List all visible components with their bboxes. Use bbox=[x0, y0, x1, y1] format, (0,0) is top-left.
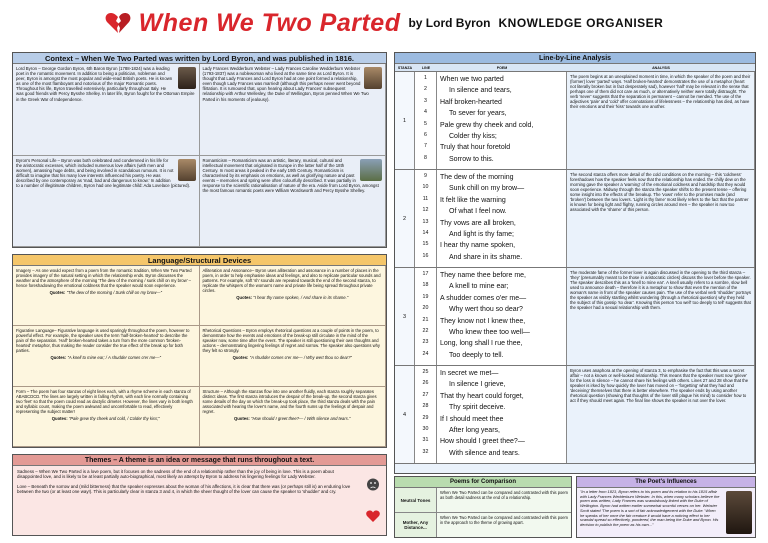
structure-quote-text: "How should I greet thee?— / With silence and tears." bbox=[250, 415, 351, 421]
comparison-row bbox=[395, 488, 571, 513]
stanza-number: 1 bbox=[395, 72, 415, 169]
ada-portrait bbox=[178, 159, 196, 181]
heart-icon bbox=[366, 510, 380, 523]
analysis-column-headers bbox=[395, 64, 755, 72]
line-number: 3 bbox=[424, 97, 427, 104]
line-numbers bbox=[415, 72, 437, 169]
line-number: 12 bbox=[422, 207, 429, 214]
form-text: Form – The poem has four stanzas of eight lines each, with a rhyme scheme in each stanza of ABABCDCD. The lines are largely written in falling rhythm, with each line normally containing two 'feet' so that the poem could read as dactylic dimeter. However, the lines vary in both length and syllabic count, making the poem awkward and uncomfortable to read, effectively representing the subject matter! bbox=[16, 388, 193, 414]
line-number: 29 bbox=[422, 414, 429, 421]
influences-text: "In a letter from 1823, Byron refers to his poem and its relation to his 1815 affair with Lady Frances Wedderburn Webster. In this, when many scholars believe the poem was written, Lady Frances was scandalously linked with the Duke of Wellington. Byron had written earlier somewhat scornful verses on her. Webster Scott stated 'The poem is a sort of fair acknowledgement with the Duke.' When he speaks of her once the fair creature it would have a noticing effect to her scandal spread so effectively, pondered, the man being the Duke and Byron. His decision to publish the poem as his own..." bbox=[580, 489, 720, 527]
col-stanza: STANZA bbox=[397, 66, 413, 70]
line-number: 31 bbox=[422, 437, 429, 444]
poem-line: Sorrow to this. bbox=[449, 155, 494, 163]
poem-line: Truly that hour foretold bbox=[440, 144, 511, 152]
imagery-quote bbox=[16, 290, 196, 295]
context-personal-text: Byron's Personal Life – Byron was both celebrated and condemned in his life for the aristocratic excesses, which included numerous love affairs (with men and women), amassing huge debts, and being involved in scandalous rumours. It is not difficult to imagine that his many love interests influenced his poetry. He was described by one contemporary as 'mad, bad and dangerous to know.' In addition to a number of illegitimate children, Byron had one legitimate child: Ada Lovelace (pictured). bbox=[16, 157, 191, 188]
device-rhetorical bbox=[200, 326, 387, 386]
comparison-text: When We Two Parted can be compared and contrasted with this poem as both detail sadness at the end of a relationship. bbox=[440, 490, 568, 500]
line-number: 1 bbox=[424, 75, 427, 81]
byron-portrait bbox=[178, 67, 196, 89]
quotes-label: Quotes: bbox=[233, 415, 250, 421]
poem-line: How should I greet thee?— bbox=[440, 438, 525, 446]
context-personal bbox=[13, 156, 200, 248]
poem-line: They name thee before me, bbox=[440, 272, 526, 279]
poem-line: Thy spirit deceive. bbox=[449, 404, 506, 412]
poem-line: I hear thy name spoken, bbox=[440, 242, 516, 250]
line-number: 8 bbox=[424, 154, 427, 161]
romantic-painting bbox=[360, 159, 382, 181]
comparison-text: When We Two Parted can be compared and contrasted with this poem in the approach to the theme of growing apart. bbox=[440, 515, 568, 525]
poem-lines bbox=[437, 170, 567, 267]
stanza-analysis: Byron uses anaphora at the opening of stanza 3, to emphasise the fact that this was a secret affair – not a known or well-looked relationship. This means that the speaker must now 'grieve' for the loss in silence – he cannot share his feelings with others. Lines 27 and 28 show that the speaker is irked by how quickly the lover has moved on – 'forgetting' what they had and 'deceiving' themselves that there is better elsewhere. The speaker ends by using another rhetorical question (showing that thoughts of the lover still plague his mind) to consider how to act if they should meet again. The final line shows the speaker is not over the lover. bbox=[567, 366, 755, 463]
poem-line: A knell to mine ear; bbox=[449, 283, 509, 291]
col-analysis: ANALYSIS bbox=[652, 66, 670, 70]
themes-icons bbox=[360, 466, 386, 535]
stanza-row bbox=[395, 268, 755, 366]
poet-portrait bbox=[726, 491, 752, 534]
line-number: 10 bbox=[422, 184, 429, 191]
page-author: by Lord Byron bbox=[408, 16, 491, 30]
line-number: 26 bbox=[422, 380, 429, 387]
quotes-label: Quotes: bbox=[51, 415, 68, 421]
poem-line: And light is thy fame; bbox=[449, 230, 514, 238]
line-number: 7 bbox=[424, 143, 427, 150]
quotes-label: Quotes: bbox=[50, 355, 67, 361]
page-title: When We Two Parted bbox=[138, 8, 401, 37]
poem-line: Why wert thou so dear? bbox=[449, 306, 523, 314]
line-number: 23 bbox=[422, 339, 429, 346]
poem-lines bbox=[437, 268, 567, 365]
stanza-analysis: The moderate fame of the former lover is again discussed in the opening to the third stanza – 'they' (presumably meant to be those in aristocratic circles) discuss the lover before the speaker. The speaker describes this as a 'knell to mine ear'. A knell usually refers to a sombre, slow bell used to announce death – therefore it is a metaphor to show that even the mention of the woman's name in front of the speaker causes pain. The use of the verbal verb 'shudder' portrays the speaker as visibly startling whilst wondering (through a rhetorical question) why they held the subject of this gossip 'so dear'. Knowing this person 'too well' too deeply to tell' suggests that the speaker had a sexual relationship with them. bbox=[567, 268, 755, 365]
language-heading: Language/Structural Devices bbox=[13, 255, 386, 266]
poem-line: Colder thy kiss; bbox=[449, 132, 497, 140]
line-number: 25 bbox=[422, 369, 429, 375]
figurative-text: Figurative Language– Figurative language is used sparingly throughout the poem, however to powerful effect. For example, the speaker uses the term 'half-broken-hearted' to describe the pain of the separation. 'Half' broken-hearted takes a turn from the more common 'broken-hearted' metaphor, thus making the reader consider the true effect of the break up for both parties. bbox=[16, 328, 190, 354]
poem-line: Long, long shall I rue thee, bbox=[440, 340, 523, 348]
poem-line: In silence and tears, bbox=[449, 87, 512, 95]
poem-line: To sever for years, bbox=[449, 110, 507, 118]
poem-line: Too deeply to tell. bbox=[449, 351, 504, 359]
device-form bbox=[13, 387, 200, 447]
poem-line: When we two parted bbox=[440, 76, 504, 83]
line-number: 17 bbox=[422, 271, 429, 277]
poem-line: Half broken-hearted bbox=[440, 98, 502, 106]
poem-line: Who knew thee too well— bbox=[449, 328, 530, 336]
line-number: 20 bbox=[422, 305, 429, 312]
comparison-label: Neutral Tones bbox=[395, 488, 437, 512]
influences-panel bbox=[576, 476, 756, 538]
theme-sadness: Sadness – When We Two Parted is a love poem, but it focuses on the sadness of the end of a relationship rather than the joy of being in love. This is a poem about disappointed love, and is likely to be at least partially auto-biographical, most likely an attempt by Byron to address his lingering feelings for Lady Webster. bbox=[17, 469, 334, 480]
language-panel bbox=[12, 254, 387, 448]
rhetorical-text: Rhetorical Questions – Byron employs rhetorical questions at a couple of points in the poem, to demonstrate how the events and emotions of the break-up still circulate in the mind of the speaker now, some time after the event. The speaker is still questioning their own thoughts and actions – demonstrating lingering feelings of regret and sorrow. The speaker also questions why they felt so strongly. bbox=[202, 328, 381, 354]
comparison-row bbox=[395, 513, 571, 538]
lady-portrait bbox=[364, 67, 382, 89]
broken-heart-icon bbox=[105, 11, 131, 35]
alliteration-quote-text: "I hear thy name spoken, / And share in its shame." bbox=[253, 295, 349, 300]
device-structure bbox=[200, 387, 387, 447]
imagery-text: Imagery – As one would expect from a poem from the romantic tradition, When We Two Parted provides imagery of the natural setting in which the relationship ends. Byron discusses the weather and the atmosphere of the morning 'The dew of the morning / sunk chill on my brow' – hence foreshadowing the emotional coldness that the speaker would soon experience. bbox=[16, 268, 192, 288]
quotes-label: Quotes: bbox=[232, 355, 249, 361]
poem-line: Of what I feel now. bbox=[449, 208, 507, 216]
context-romanticism bbox=[200, 156, 387, 248]
line-number: 27 bbox=[422, 391, 429, 398]
line-number: 5 bbox=[424, 120, 427, 127]
line-numbers bbox=[415, 366, 437, 463]
context-byron bbox=[13, 64, 200, 156]
stanza-number: 3 bbox=[395, 268, 415, 365]
alliteration-quote bbox=[203, 295, 383, 300]
line-number: 24 bbox=[422, 350, 429, 357]
analysis-panel bbox=[394, 52, 756, 474]
line-number: 19 bbox=[422, 293, 429, 300]
stanza-number: 2 bbox=[395, 170, 415, 267]
title-bar bbox=[0, 0, 768, 46]
context-panel bbox=[12, 52, 387, 248]
line-number: 15 bbox=[422, 241, 429, 248]
line-number: 9 bbox=[424, 173, 427, 179]
line-number: 28 bbox=[422, 403, 429, 410]
theme-love: Love – Beneath the sorrow and (mild bitterness) that the speaker expresses about the woman of his affections, it is clear that there was (or perhaps still is) an enduring love between the two (or at least one way!). This is particularly clear in stanza 3 and 4, in which the sheer thought of the lover can cause the speaker to 'shudder' and cry. bbox=[17, 483, 351, 495]
stanza-analysis: The second stanza offers more detail of the cold conditions on the morning – this 'coldness' foreshadows how the speaker feels now that the relationship has ended. the chilly dew on the morning gave the speaker a 'warning' of the emotional coldness and hardship that they would soon experience. Midway through the stanza the speaker shifts to the present tense – offering some insight into the effects of the breakup. The 'vows' refer to the promises made (and 'broken') between the two lovers. 'Light is thy fame' most likely refers to the fact that the partner is known for being light and flighty, running circles around men – the speaker is now too associated with the 'shame' of this person. bbox=[567, 170, 755, 267]
comparison-panel bbox=[394, 476, 572, 538]
line-number: 21 bbox=[422, 316, 429, 323]
col-poem: POEM bbox=[496, 66, 508, 70]
figurative-quote-text: "A knell to mine ear; / A shudder comes o'er me—" bbox=[67, 355, 162, 361]
poem-line: A shudder comes o'er me— bbox=[440, 294, 527, 302]
poem-line: With silence and tears. bbox=[449, 449, 520, 457]
line-number: 14 bbox=[422, 229, 429, 236]
poem-line: Pale grew thy cheek and cold, bbox=[440, 121, 534, 129]
poem-line: Thy vows are all broken, bbox=[440, 219, 516, 227]
line-number: 4 bbox=[424, 109, 427, 116]
poem-lines bbox=[437, 366, 567, 463]
poem-line: The dew of the morning bbox=[440, 174, 514, 181]
stanza-row bbox=[395, 170, 755, 268]
stanza-list bbox=[395, 72, 755, 464]
poem-line: It felt like the warning bbox=[440, 196, 506, 204]
poem-line: In secret we met— bbox=[440, 370, 499, 377]
context-byron-text: Lord Byron – George Gordon Byron, 6th Baron Byron (1788-1824) was a leading poet in the romantic movement. In addition to being a politician, nobleman and peer, Byron is amongst the most popular and wide-read British poets. He is known as one of the most flamboyant and notorious of the major Romantic poets. Throughout his life, Byron travelled extensively, particularly throughout Italy. He was good friends with Percy Bysshe Shelley. In later life, Byron fought for the Ottoman Empire in the Greek War of Independence. bbox=[16, 66, 195, 102]
stanza-row bbox=[395, 72, 755, 170]
sad-face-icon bbox=[366, 478, 380, 491]
line-number: 22 bbox=[422, 327, 429, 334]
line-number: 11 bbox=[422, 195, 429, 202]
influences-heading: The Poet's Influences bbox=[577, 477, 755, 488]
poem-line: After long years, bbox=[449, 426, 500, 434]
poem-line: Sunk chill on my brow— bbox=[449, 185, 525, 193]
poem-line: That thy heart could forget, bbox=[440, 392, 524, 400]
line-number: 32 bbox=[422, 448, 429, 455]
line-number: 16 bbox=[422, 252, 429, 259]
structure-text: Structure – Although the stanzas flow into one another fluidly, each stanza roughly separates distinct ideas. The first stanza introduces the despair of the break-up, the second stanza gives some details of the day on which the break-up took place, the third stanza deals with the pain associated with hearing the lover's name, and the fourth sums up the feelings of despair and regret. bbox=[202, 388, 377, 414]
line-numbers bbox=[415, 170, 437, 267]
context-heading: Context – When We Two Parted was written by Lord Byron, and was published in 1816. bbox=[13, 53, 386, 64]
stanza-row bbox=[395, 366, 755, 464]
figurative-quote bbox=[16, 355, 196, 360]
alliteration-text: Alliteration and Assonance– Byron uses alliteration and assonance in a number of places in the poem, in order to help emphasise ideas and feelings, and also to replicate particular sounds and patterns. For example, soft 'sh' sounds are repeated towards the end of the second stanza, to replicate the whispers of the woman's name and private life being spread throughout private circles. bbox=[202, 268, 381, 293]
line-number: 18 bbox=[422, 282, 429, 289]
organiser-label: KNOWLEDGE ORGANISER bbox=[498, 16, 664, 30]
line-number: 30 bbox=[422, 425, 429, 432]
device-figurative bbox=[13, 326, 200, 386]
comparison-label: Mother, Any Distance... bbox=[395, 513, 437, 537]
themes-panel bbox=[12, 454, 387, 536]
themes-heading: Themes – A theme is an idea or message that runs throughout a text. bbox=[13, 455, 386, 466]
device-imagery bbox=[13, 266, 200, 326]
poem-line: If I should meet thee bbox=[440, 415, 504, 423]
comparison-heading: Poems for Comparison bbox=[395, 477, 571, 488]
line-numbers bbox=[415, 268, 437, 365]
form-quote-text: "Pale grew thy cheek and cold, / Colder thy kiss;" bbox=[68, 415, 160, 421]
line-number: 6 bbox=[424, 131, 427, 138]
context-romanticism-text: Romanticism – Romanticism was an artistic, literary, musical, cultural and intellectual movement that originated in Europe in the latter half of the 18th Century. In most areas it peaked in the early 19th Century. Romanticism is characterised by its emphasis on emotions, as well as glorifying nature and past events – memories and spring were often colourfully described. It was partially in response to the scientific rationalisation of nature of the era. Aside from Lord Byron, amongst the most famous romantic poets were William Wordsworth and Percy Bysshe Shelley. bbox=[202, 157, 379, 194]
quotes-label: Quotes: bbox=[49, 290, 66, 295]
structure-quote bbox=[203, 416, 383, 421]
line-number: 13 bbox=[422, 218, 429, 225]
device-alliteration bbox=[200, 266, 387, 326]
poem-line: And share in its shame. bbox=[449, 253, 523, 261]
col-line: LINE bbox=[421, 66, 431, 70]
stanza-number: 4 bbox=[395, 366, 415, 463]
rhetorical-quote-text: "A shudder comes o'er me— / Why wert thou so dear?" bbox=[249, 355, 352, 361]
form-quote bbox=[16, 416, 196, 421]
quotes-label: Quotes: bbox=[236, 295, 253, 300]
poem-line: They know not I knew thee, bbox=[440, 317, 526, 325]
poem-line: In silence I grieve, bbox=[449, 381, 506, 389]
poem-lines bbox=[437, 72, 567, 169]
line-number: 2 bbox=[424, 86, 427, 93]
imagery-quote-text: "The dew of the morning / Sunk chill on my brow—" bbox=[66, 290, 162, 295]
context-lady-text: Lady Frances Wedderburn Webster – Lady Frances Caroline Wedderburn Webster (1793-1837) was a noblewoman who lived at the same time as Lord Byron. It is thought that Lady Frances and Lord Byron had at one point formed a relationship, even though Lady Frances was married! (although this perhaps never went beyond flirtation. It is rumoured that, upon hearing about Lady Frances' subsequent relationship with Arthur Wellesley, the Duke of Wellington, Byron penned When We Two Parted in his moments of jealousy). bbox=[202, 66, 369, 102]
context-lady bbox=[200, 64, 387, 156]
rhetorical-quote bbox=[203, 355, 383, 360]
stanza-analysis: The poem begins at an unexplained moment in time, in which the speaker of the poem and their (former) lover 'parted' ways. 'Half broken-hearted' demonstrates the use of a metaphor (heart not literally broken but in fact desperately sad), however 'half' may be relevant in the sense that perhaps one of them did not care as much, or alternatively neither were totally distraught. The verb 'sever' suggests that the separation is permanent – cannot be mended. The use of the adjectives 'pale' and 'cold' offer connotations of lifelessness – the relationship has died, as have their emotions and their 'kiss' towards one another. bbox=[567, 72, 755, 169]
analysis-heading: Line-by-Line Analysis bbox=[395, 53, 755, 64]
